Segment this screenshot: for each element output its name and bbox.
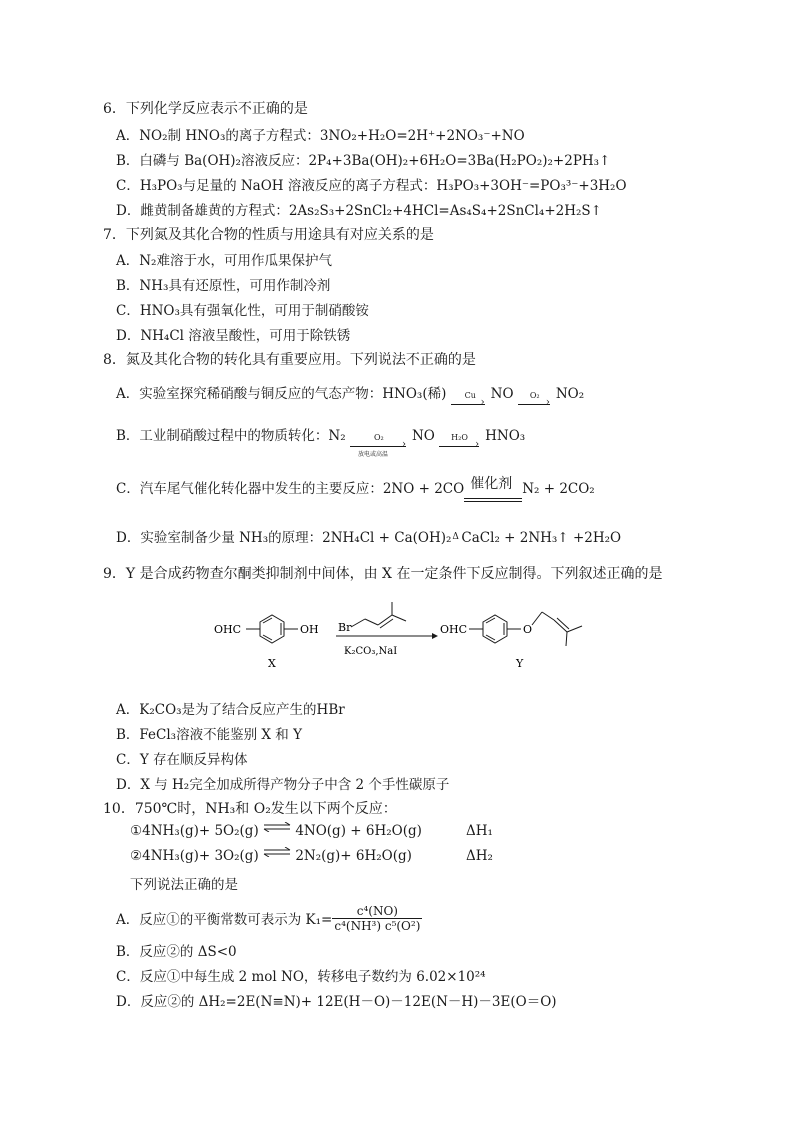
q8-c-catalyst: 催化剂 xyxy=(470,476,513,492)
q8-option-c xyxy=(116,477,595,497)
q10-option-c: C．反应①中每生成 2 mol NO，转移电子数约为 6.02×10²⁴ xyxy=(116,969,486,985)
q10-r2-left: ②4NH₃(g)+ 3O₂(g) xyxy=(130,848,259,864)
q10-r1-dh: ΔH₁ xyxy=(466,823,493,839)
equilibrium-arrow-icon xyxy=(263,820,291,836)
q10-r2-dh: ΔH₂ xyxy=(466,848,493,864)
reagent-cond: K₂CO₃,NaI xyxy=(344,646,398,657)
q10-a-denominator: c⁴(NH³) c⁵(O²) xyxy=(334,919,421,933)
q6-option-b: B．白磷与 Ba(OH)₂溶液反应：2P₄+3Ba(OH)₂+6H₂O=3Ba(H₂PO₂)₂+2PH₃↑ xyxy=(116,153,611,169)
x-cho-label: OHC xyxy=(214,623,242,636)
q10-r2-right: 2N₂(g)+ 6H₂O(g) xyxy=(295,848,412,864)
q8-option-d xyxy=(116,526,621,546)
q8-a-cond2: O₂ xyxy=(529,391,540,400)
q6-option-c: C．H₃PO₃与足量的 NaOH 溶液反应的离子方程式：H₃PO₃+3OH⁻=PO₃³⁻+3H₂O xyxy=(116,178,627,194)
q10-a-numerator: c⁴(NO) xyxy=(332,904,422,919)
q8-option-a: A．实验室探究稀硝酸与铜反应的气态产物：HNO₃(稀) Cu › NO O₂ › NO₂ xyxy=(116,386,585,408)
q8-c-right: N₂ + 2CO₂ xyxy=(522,481,595,497)
q10-reaction-2 xyxy=(130,848,412,864)
q8-d-prefix: D．实验室制备少量 NH₃的原理： xyxy=(116,530,323,546)
y-prenyl-chain xyxy=(532,612,582,646)
q7-option-c: C．HNO₃具有强氧化性，可用于制硝酸铵 xyxy=(116,303,369,319)
x-benzene-ring xyxy=(246,615,298,643)
q8-d-right: CaCl₂ + 2NH₃↑ +2H₂O xyxy=(461,530,622,546)
y-o-label: O xyxy=(523,623,533,636)
q7-stem: 7．下列氮及其化合物的性质与用途具有对应关系的是 xyxy=(103,227,434,243)
reagent-br: Br xyxy=(338,621,352,634)
q8-b-prefix: B．工业制硝酸过程中的物质转化： xyxy=(116,428,329,444)
x-label: X xyxy=(268,657,276,670)
q8-b-end: HNO₃ xyxy=(485,428,526,444)
q10-option-d: D．反应②的 ΔH₂=2E(N≡N)+ 12E(H－O)－12E(N－H)－3E(O＝O) xyxy=(116,994,557,1010)
q9-option-a: A．K₂CO₃是为了结合反应产生的HBr xyxy=(116,702,345,718)
q10-r1-right: 4NO(g) + 6H₂O(g) xyxy=(295,823,422,839)
q10-r1-left: ①4NH₃(g)+ 5O₂(g) xyxy=(130,823,259,839)
q8-a-end: NO₂ xyxy=(555,386,585,402)
q8-c-prefix: C．汽车尾气催化转化器中发生的主要反应： xyxy=(116,481,383,497)
q10-option-a xyxy=(116,906,422,935)
q10-a-fraction xyxy=(332,904,422,933)
q8-b-cond1-top: O₂ xyxy=(373,433,384,442)
q8-c-left: 2NO + 2CO xyxy=(382,481,465,497)
q10-sub-stem: 下列说法正确的是 xyxy=(130,877,238,893)
q9-option-c: C．Y 存在顺反异构体 xyxy=(116,752,248,768)
q8-option-b: B．工业制硝酸过程中的物质转化：N₂ O₂ › 放电或高温 NO H₂O › HNO₃ xyxy=(116,428,526,458)
q7-option-a: A．N₂难溶于水，可用作瓜果保护气 xyxy=(116,253,332,269)
q9-stem: 9．Y 是合成药物查尔酮类抑制剂中间体，由 X 在一定条件下反应制得。下列叙述正确的是 xyxy=(103,566,663,582)
y-label: Y xyxy=(516,657,524,670)
q7-option-d: D．NH₄Cl 溶液呈酸性，可用于除铁锈 xyxy=(116,328,351,344)
prenyl-chain xyxy=(351,602,406,628)
q9-option-d: D．X 与 H₂完全加成所得产物分子中含 2 个手性碳原子 xyxy=(116,777,450,793)
q6-option-a: A．NO₂制 HNO₃的离子方程式：3NO₂+H₂O=2H⁺+2NO₃⁻+NO xyxy=(116,128,525,144)
q10-reaction-1 xyxy=(130,823,422,839)
y-cho-label: OHC xyxy=(440,623,468,636)
q8-a-mid: NO xyxy=(490,386,514,402)
q10-stem: 10．750℃时，NH₃和 O₂发生以下两个反应： xyxy=(103,801,397,817)
q8-d-left: 2NH₄Cl + Ca(OH)₂ xyxy=(322,530,452,546)
q9-reaction-scheme xyxy=(210,590,600,685)
q8-a-prefix: A．实验室探究稀硝酸与铜反应的气态产物： xyxy=(116,386,383,402)
q8-stem: 8．氮及其化合物的转化具有重要应用。下列说法不正确的是 xyxy=(103,352,476,368)
q6-stem: 6．下列化学反应表示不正确的是 xyxy=(103,101,308,117)
q8-d-cond: Δ xyxy=(452,532,459,542)
q8-b-mid: NO xyxy=(411,428,435,444)
q8-a-cond1: Cu xyxy=(464,391,476,400)
q8-a-start: HNO₃(稀) xyxy=(382,386,447,402)
q6-option-d: D．雌黄制备雄黄的方程式：2As₂S₃+2SnCl₂+4HCl=As₄S₄+2SnCl₄+2H₂S↑ xyxy=(116,203,602,219)
q7-option-b: B．NH₃具有还原性，可用作制冷剂 xyxy=(116,278,331,294)
q9-option-b: B．FeCl₃溶液不能鉴别 X 和 Y xyxy=(116,727,302,743)
q8-b-cond2: H₂O xyxy=(451,433,468,442)
q8-b-start: N₂ xyxy=(328,428,346,444)
y-benzene-ring xyxy=(469,615,521,643)
equilibrium-arrow-icon xyxy=(263,845,291,861)
q8-b-cond1-bottom: 放电或高温 xyxy=(357,451,388,458)
q10-option-b: B．反应②的 ΔS<0 xyxy=(116,944,237,960)
q10-a-prefix: A．反应①的平衡常数可表示为 K₁= xyxy=(116,912,333,928)
x-oh-label: OH xyxy=(300,623,319,636)
